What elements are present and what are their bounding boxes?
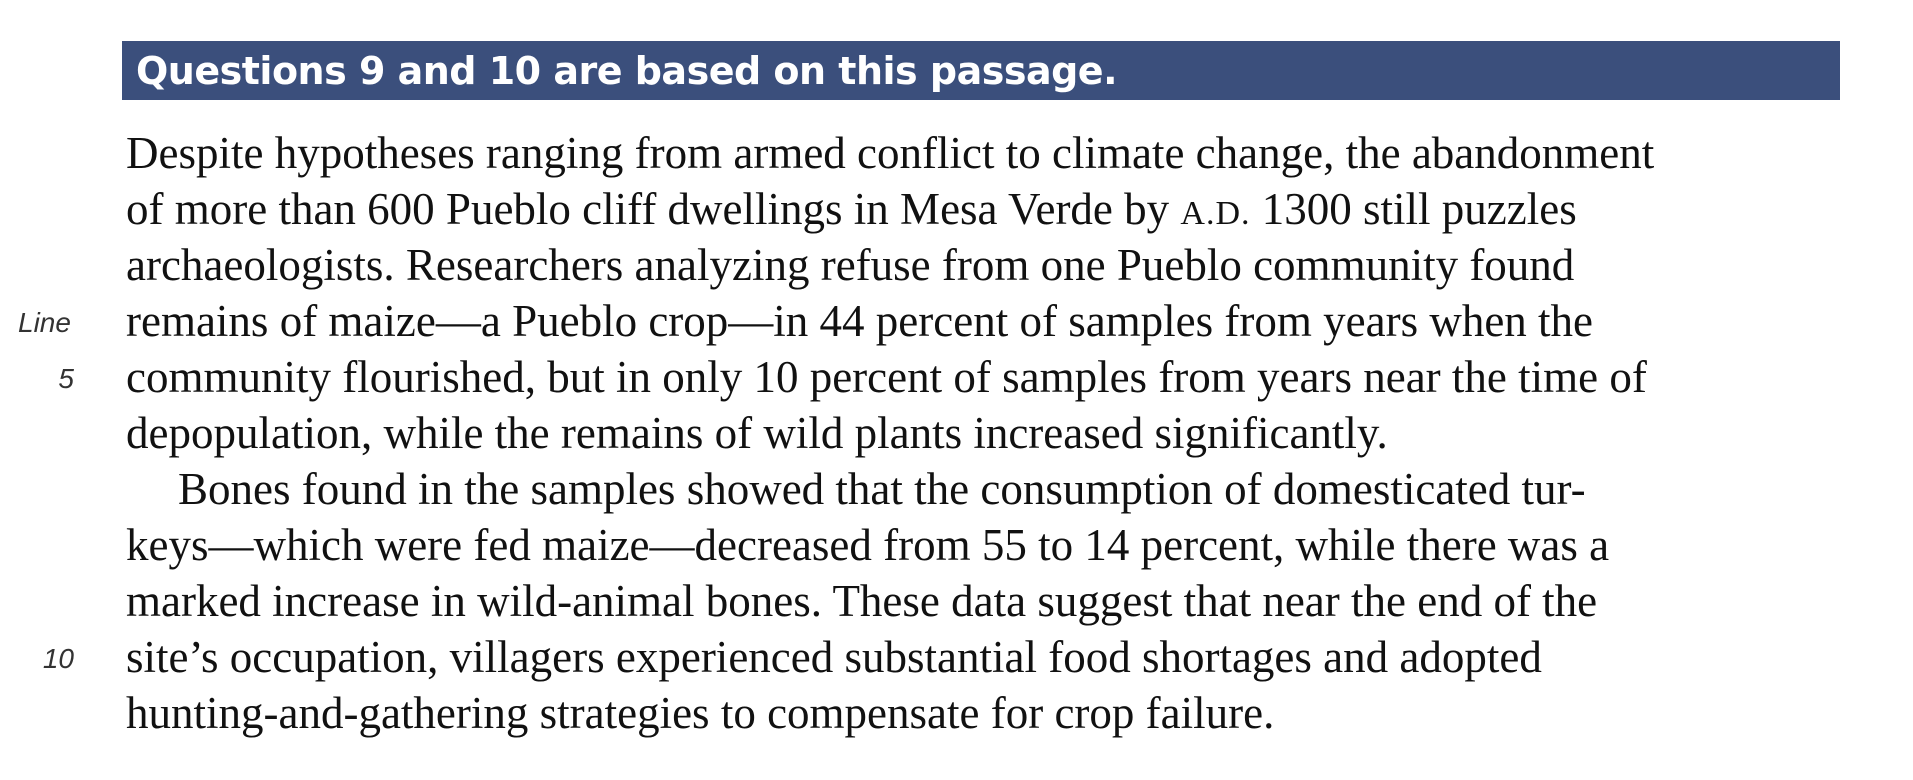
passage-line-text: site’s occupation, villagers experienced substantial food shortages and adopted — [126, 632, 1542, 682]
passage-line-text: archaeologists. Researchers analyzing refuse from one Pueblo community found — [126, 240, 1575, 290]
passage-line — [126, 517, 1856, 573]
passage-line-text: remains of maize—a Pueblo crop—in 44 percent of samples from years when the — [126, 296, 1594, 346]
line-number-label: 10 — [42, 643, 74, 674]
passage-line-text: Bones found in the samples showed that the consumption of domesticated tur- — [178, 464, 1586, 514]
passage-line — [126, 573, 1856, 629]
passage-line — [126, 125, 1856, 181]
passage-line — [42, 629, 1856, 685]
passage-line-text: Despite hypotheses ranging from armed conflict to climate change, the abandonment — [126, 128, 1655, 178]
passage-header-bar — [122, 41, 1840, 100]
passage-line-text: keys—which were fed maize—decreased from 55 to 14 percent, while there was a — [126, 520, 1610, 570]
line-number-label: Line — [18, 307, 71, 338]
passage-line-text: hunting-and-gathering strategies to compensate for crop failure. — [126, 688, 1275, 738]
passage-line-text: community flourished, but in only 10 percent of samples from years near the time of — [126, 352, 1647, 402]
passage-line — [126, 461, 1856, 517]
passage-line-text: depopulation, while the remains of wild plants increased significantly. — [126, 408, 1388, 458]
passage-line — [126, 405, 1856, 461]
passage-line — [126, 181, 1856, 237]
passage-line-text: marked increase in wild-animal bones. These data suggest that near the end of the — [126, 576, 1598, 626]
passage-line — [58, 349, 1856, 405]
line-number-label: 5 — [58, 363, 74, 394]
passage-line-text — [126, 184, 1577, 234]
passage-header-title: Questions 9 and 10 are based on this passage. — [136, 48, 1118, 93]
era-abbreviation: A.D. — [1180, 195, 1251, 232]
passage-line-text-part: of more than 600 Pueblo cliff dwellings in Mesa Verde by — [126, 184, 1181, 234]
passage-line — [18, 293, 1856, 349]
passage-line-text-part: 1300 still puzzles — [1250, 184, 1577, 234]
passage-body — [18, 125, 1856, 741]
passage-line — [126, 685, 1856, 741]
passage-line — [126, 237, 1856, 293]
